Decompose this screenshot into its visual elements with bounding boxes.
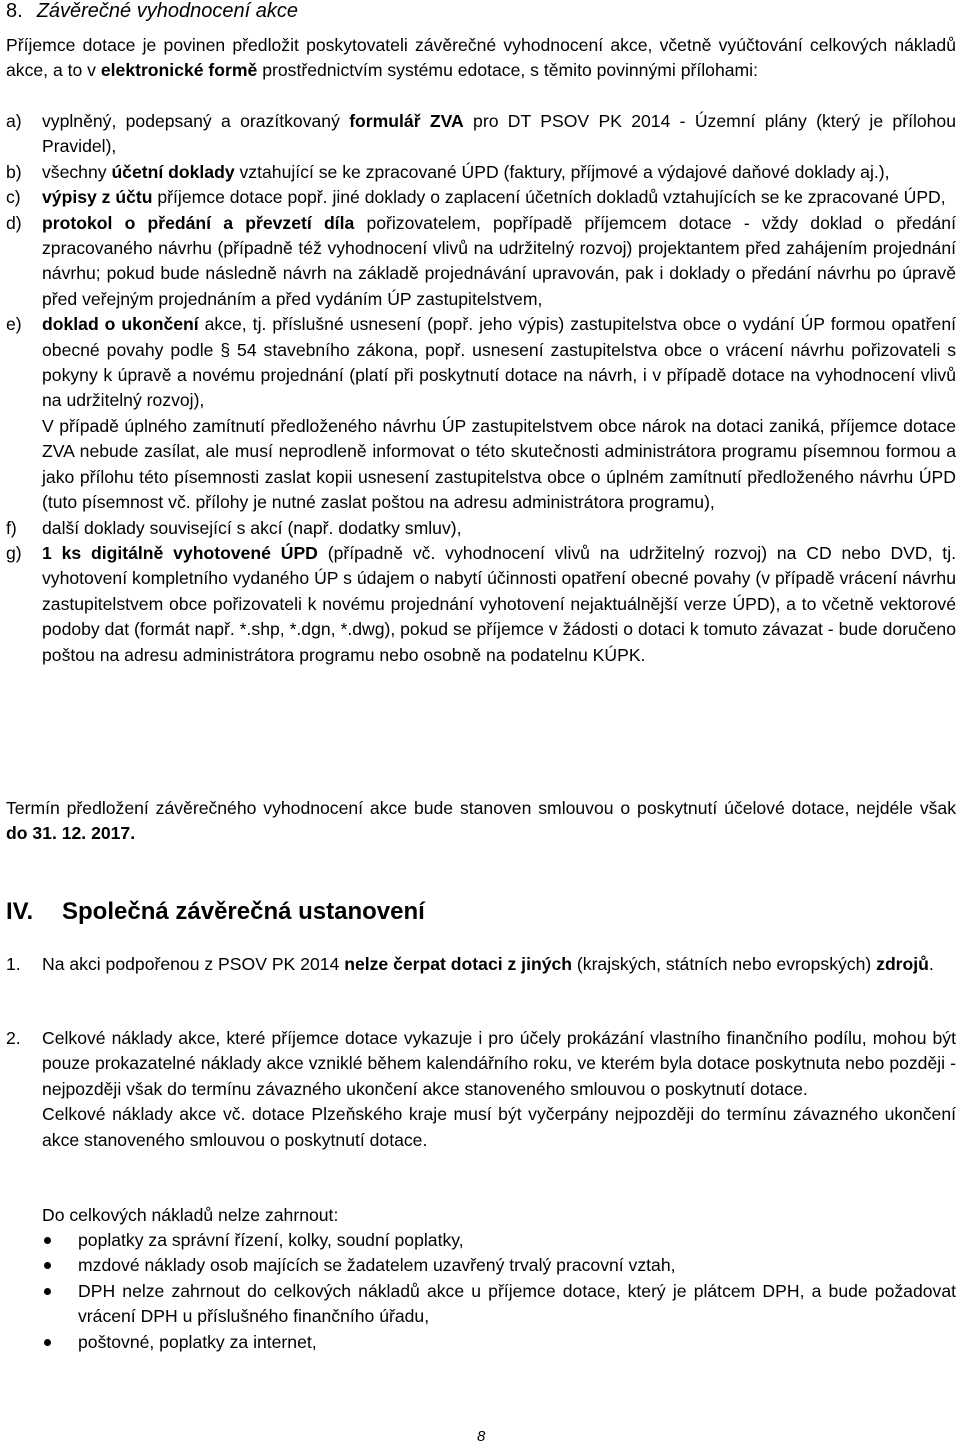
text: Termín předložení závěrečného vyhodnocení akce bude stanoven smlouvou o poskytnutí účelové dotace, nejdéle však: [6, 798, 956, 818]
emphasis: elektronické formě: [100, 60, 258, 81]
text: vyplněný, podepsaný a orazítkovaný: [42, 111, 350, 131]
bullet-icon: [44, 1288, 51, 1295]
bullet-icon: [44, 1237, 51, 1244]
text: (případně vč. vyhodnocení vlivů na udržitelný rozvoj) na CD nebo DVD, tj. vyhotovení kompletního vydaného ÚP s údajem o nabytí účinnosti opatření obecné povahy (v případě vrácení návrhu zastupitelstvem obce pořizovateli k novému projednání vyhotovení nejaktuálnější verze ÚPD), a to včetně vektorové podoby dat (formát např. *.shp, *.dgn, *.dwg), pokud se příjemce v žádosti o dotaci k tomuto závazat - bude doručeno poštou na adresu administrátora programu nebo osobně na podatelnu KÚPK.: [42, 542, 956, 665]
text: vztahující se ke zpracované ÚPD (faktury, příjmové a výdajové daňové doklady aj.),: [234, 161, 890, 182]
section-iv-heading: [6, 898, 425, 926]
intro-paragraph: [6, 33, 956, 84]
emphasis: protokol o předání a převzetí díla: [42, 212, 355, 233]
text: V případě úplného zamítnutí předloženého návrhu ÚP zastupitelstvem obce nárok na dotaci zaniká, příjemce dotace ZVA nebude zasílat, ale musí neprodleně informovat o této skutečnosti administrátora programu písemnou formou a jako přílohu této písemnosti zaslat kopii usnesení zastupitelstva obce o úplném zamítnutí předloženého návrhu ÚPD (tuto písemnost vč. přílohy je nutné zaslat poštou na adresu administrátora programu),: [42, 415, 956, 513]
item-label: d): [6, 212, 22, 233]
text: všechny: [42, 161, 112, 182]
text: prostřednictvím systému edotace, s těmito povinnými přílohami:: [257, 60, 758, 81]
text: poštovné, poplatky za internet,: [78, 1331, 317, 1352]
list-item-e: [6, 312, 956, 515]
text: Celkové náklady akce vč. dotace Plzeňského kraje musí být vyčerpány nejpozději do termínu závazného ukončení akce stanoveného smlouvou o poskytnutí dotace.: [42, 1104, 956, 1150]
text: pořizovatelem, popřípadě příjemcem dotace - vždy doklad o předání zpracovaného návrhu (případně též vyhodnocení vlivů na udržitelný rozvoj) projektantem před zahájením projednání návrhu; pokud bude následně návrh na základě projednávání upravován, pak i doklady o předání návrhu po úpravě před veřejným projednáním a před vydáním ÚP zastupitelstvem,: [42, 212, 956, 309]
deadline-date: do 31. 12. 2017.: [6, 823, 136, 844]
list-item: [42, 1330, 956, 1355]
text: (krajských, státních nebo evropských): [572, 954, 877, 974]
item-label: b): [6, 161, 22, 182]
text: Příjemce dotace je povinen předložit poskytovateli závěrečné vyhodnocení akce, včetně vyúčtování celkových nákladů akce, a to v: [6, 35, 956, 81]
list-item: [42, 1253, 956, 1278]
emphasis: zdrojů: [876, 954, 929, 974]
list-item-g: [6, 541, 956, 668]
section-8-heading: [6, 0, 298, 22]
list-item-b: [6, 160, 956, 185]
item-label: f): [6, 517, 17, 538]
attachments-list: [6, 109, 956, 668]
list-item-a: [6, 109, 956, 160]
bullet-icon: [44, 1262, 51, 1269]
text: akce, tj. příslušné usnesení (popř. jeho výpis) zastupitelstva obce o vydání ÚP formou opatření obecné povahy podle § 54 stavebního zákona, popř. usnesení zastupitelstva obce o vrácení návrhu pořizovateli s pokyny k úpravě a novému projednání (platí při poskytnutí dotace na návrh, i v případě dotace na vyhodnocení vlivů na udržitelný rozvoj),: [42, 314, 956, 411]
deadline-paragraph: [6, 796, 956, 847]
list-item-c: [6, 185, 956, 210]
emphasis: výpisy z účtu: [42, 187, 153, 208]
item-label: c): [6, 187, 21, 208]
emphasis: nelze čerpat dotaci z jiných: [344, 954, 573, 974]
list-item: [42, 1279, 956, 1330]
item-label: g): [6, 542, 22, 563]
item-label: a): [6, 111, 22, 131]
text: další doklady související s akcí (např. dodatky smluv),: [42, 517, 462, 538]
point-1: [6, 952, 956, 977]
emphasis: 1 ks digitálně vyhotovené ÚPD: [42, 542, 318, 563]
point-2: [6, 1026, 956, 1153]
bullet-icon: [44, 1339, 51, 1346]
text: .: [928, 954, 934, 974]
page-number: 8: [477, 1428, 486, 1445]
text: Na akci podpořenou z PSOV PK 2014: [42, 954, 345, 974]
section-title: Společná závěrečná ustanovení: [62, 898, 425, 925]
text: Celkové náklady akce, které příjemce dotace vykazuje i pro účely prokázání vlastního finančního podílu, mohou být pouze prokazatelné náklady akce vzniklé během kalendářního roku, ve kterém byla dotace poskytnuta nebo později - nejpozději však do termínu závazného ukončení akce stanoveného smlouvou o poskytnutí dotace.: [42, 1028, 956, 1099]
text: pro DT PSOV PK 2014 - Územní plány (který je přílohou Pravidel),: [42, 111, 957, 157]
list-item-d: [6, 211, 956, 313]
text: poplatky za správní řízení, kolky, soudní poplatky,: [78, 1230, 464, 1250]
section-title: Závěrečné vyhodnocení akce: [36, 0, 298, 22]
point-label: 2.: [6, 1028, 21, 1048]
text: mzdové náklady osob majících se žadatelem uzavřený trvalý pracovní vztah,: [78, 1255, 676, 1276]
exclusions-heading: Do celkových nákladů nelze zahrnout:: [42, 1205, 339, 1225]
emphasis: účetní doklady: [111, 161, 235, 182]
list-item-f: [6, 516, 956, 541]
emphasis: formulář ZVA: [349, 111, 464, 131]
section-number: IV.: [6, 898, 34, 925]
exclusions-list: [42, 1228, 956, 1355]
text: DPH nelze zahrnout do celkových nákladů akce u příjemce dotace, který je plátcem DPH, a bude požadovat vrácení DPH u příslušného finančního úřadu,: [78, 1280, 956, 1327]
point-label: 1.: [6, 954, 21, 974]
emphasis: doklad o ukončení: [42, 314, 199, 335]
section-number: 8.: [6, 0, 23, 22]
list-item: [42, 1228, 956, 1253]
item-label: e): [6, 314, 22, 335]
text: příjemce dotace popř. jiné doklady o zaplacení účetních dokladů vztahujících se ke zpracované ÚPD,: [152, 187, 946, 208]
